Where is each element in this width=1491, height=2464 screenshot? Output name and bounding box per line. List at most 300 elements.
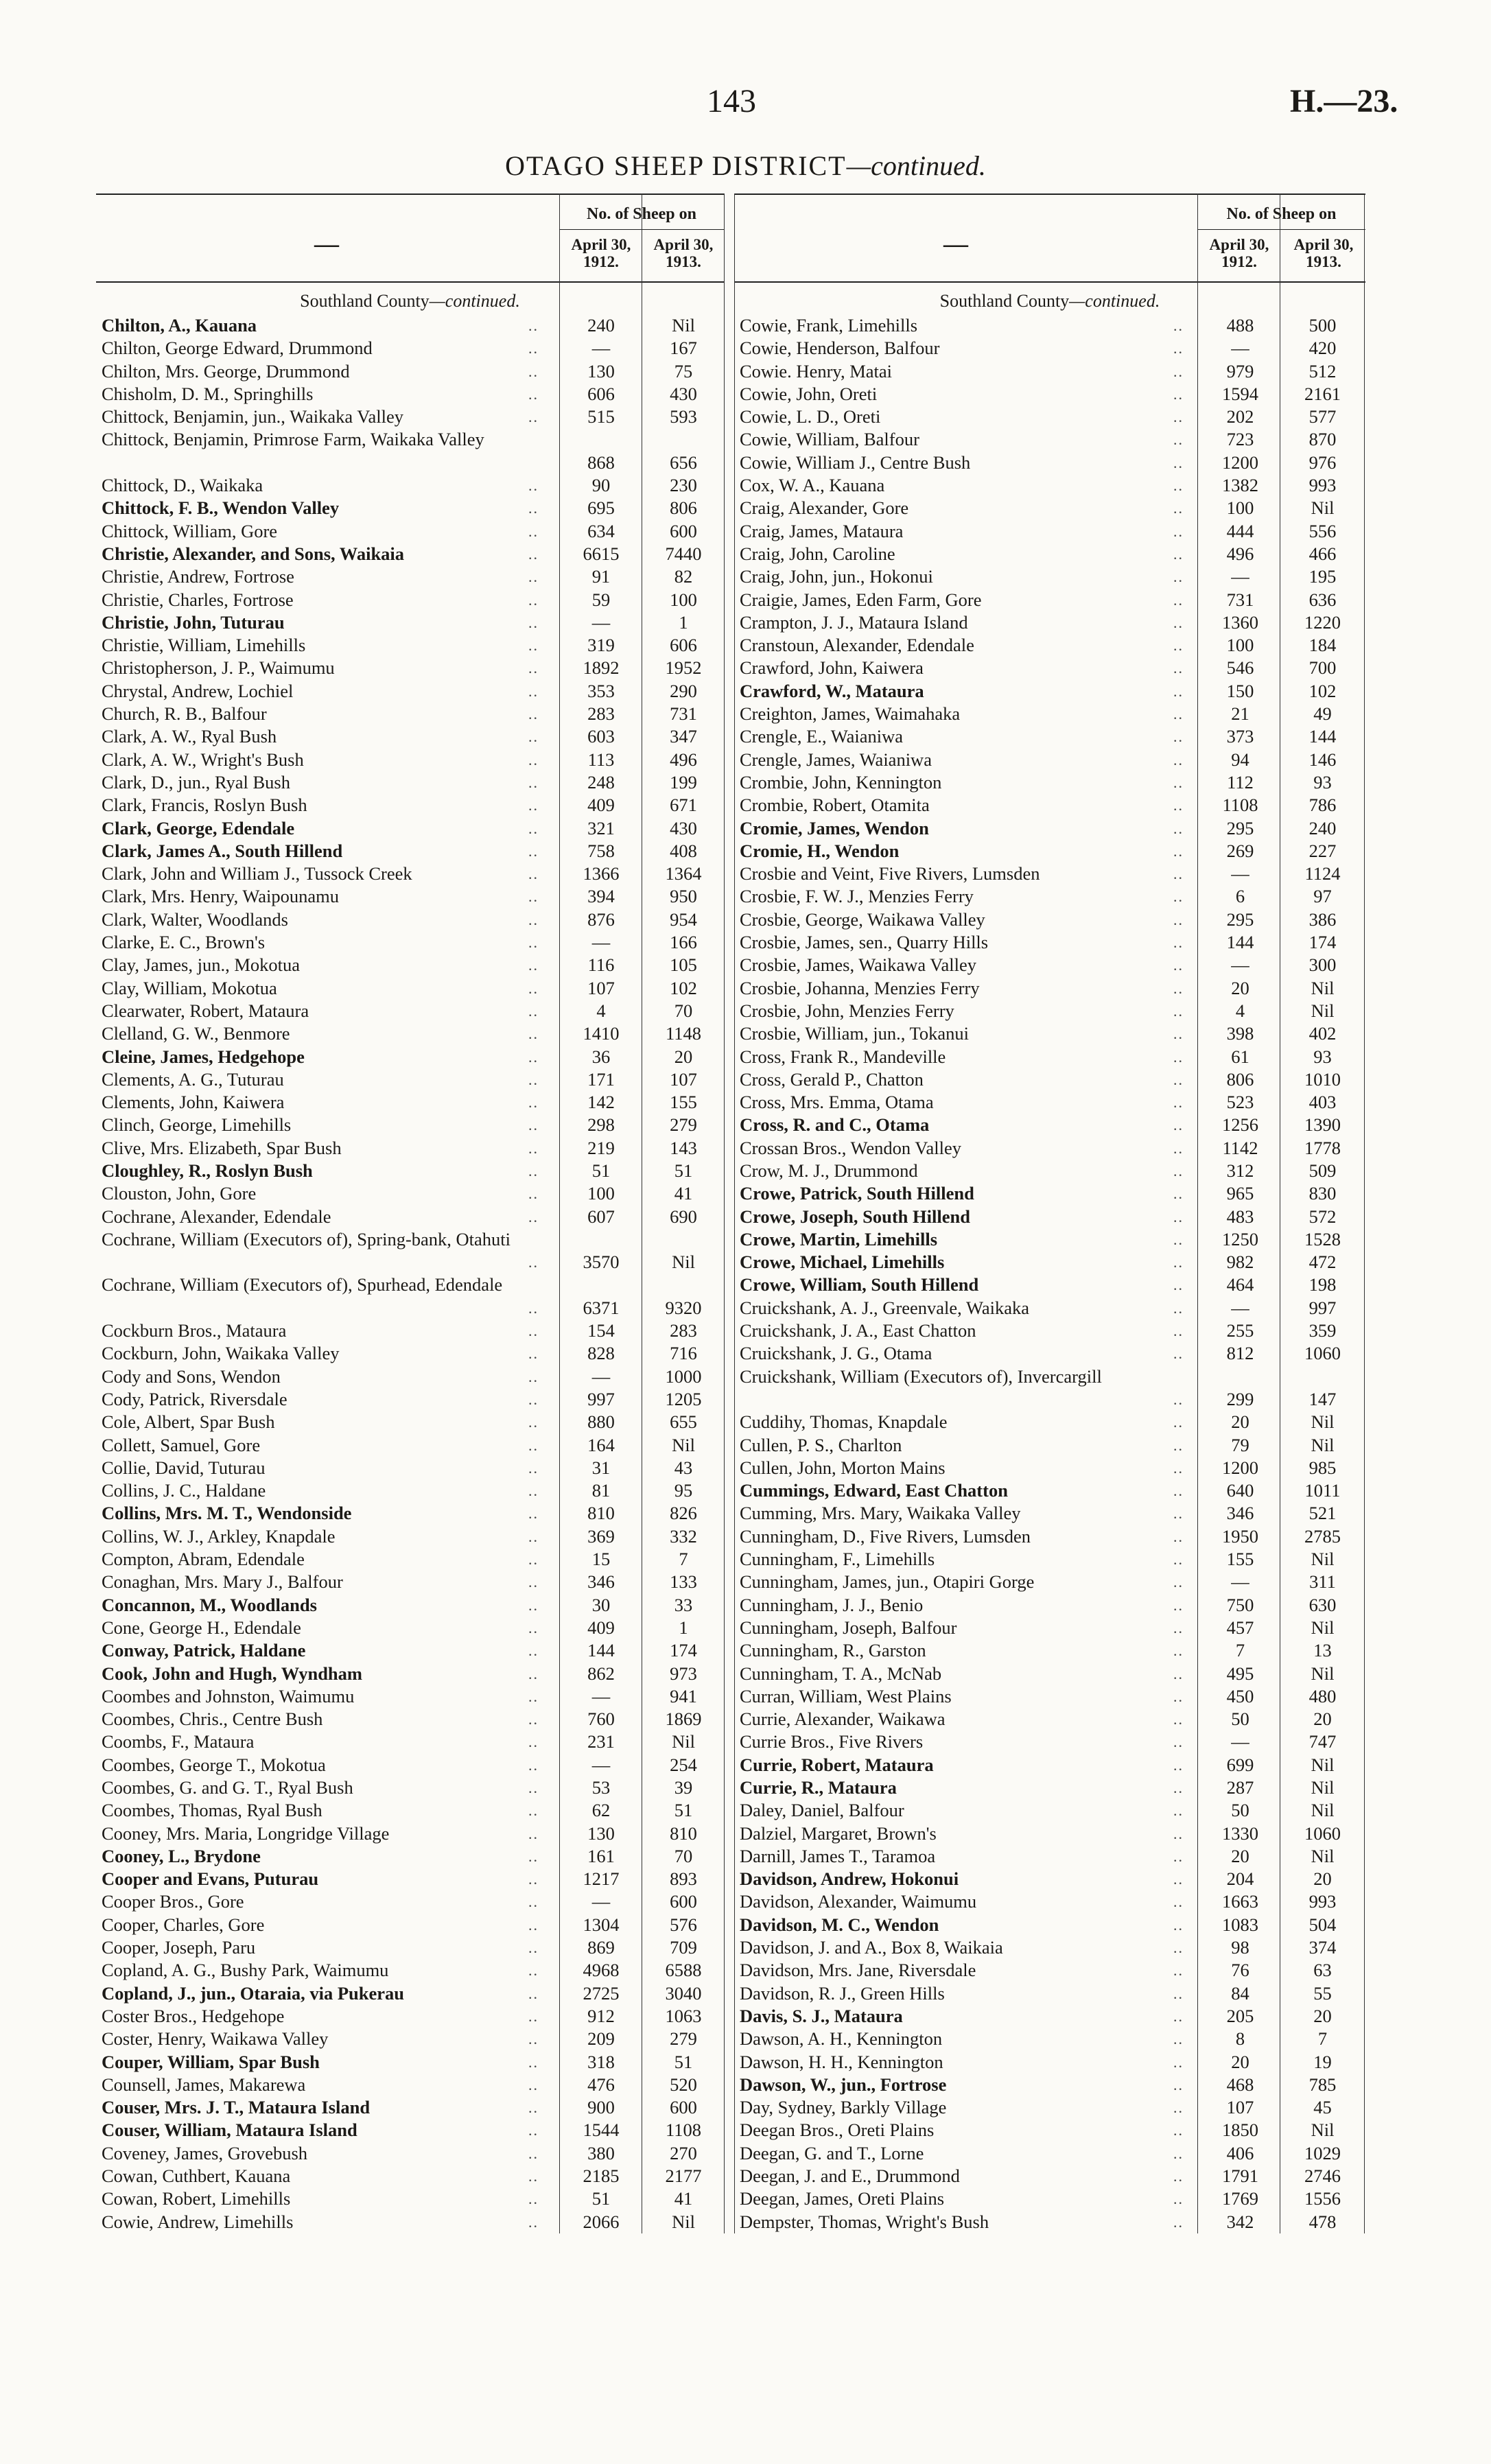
holder-name: Crossan Bros., Wendon Valley (740, 1137, 961, 1158)
table-row (96, 1091, 724, 1114)
sheep-1913: Nil (1311, 1434, 1335, 1455)
sheep-1913: 195 (1308, 566, 1337, 587)
holder-name: Coombes, Chris., Centre Bush (102, 1709, 323, 1730)
holder-name: Counsell, James, Makarewa (102, 2074, 306, 2095)
sheep-1913: 656 (670, 451, 697, 473)
sheep-1913: 347 (670, 726, 697, 747)
table-row (96, 611, 724, 634)
sheep-1913: 230 (670, 475, 697, 496)
table-row (734, 428, 1365, 451)
sheep-1913: 102 (1308, 680, 1337, 701)
sheep-1912: 161 (587, 1845, 615, 1866)
table-row (734, 1434, 1365, 1457)
sheep-1912: 912 (587, 2005, 615, 2026)
leader-dots: .. (528, 613, 539, 631)
holder-name: Craig, John, Caroline (740, 543, 895, 564)
holder-name: Dalziel, Margaret, Brown's (740, 1822, 937, 1844)
table-row (96, 840, 724, 863)
sheep-1913: 1952 (665, 657, 702, 679)
leader-dots: .. (528, 682, 539, 700)
leader-dots: .. (528, 522, 539, 540)
holder-name: Coster, Henry, Waikawa Valley (102, 2028, 329, 2050)
leader-dots: .. (1173, 591, 1184, 609)
sheep-1913: 985 (1308, 1457, 1337, 1478)
table-row (734, 1959, 1365, 1982)
holder-name: Creighton, James, Waimahaka (740, 703, 961, 725)
sheep-1912: 91 (591, 566, 611, 587)
sheep-1913: 1010 (1304, 1068, 1341, 1090)
holder-name: Couser, William, Mataura Island (102, 2120, 357, 2141)
holder-name: Christie, Charles, Fortrose (102, 589, 294, 610)
sheep-1913: 102 (670, 977, 697, 998)
sheep-1913: 1063 (665, 2005, 702, 2026)
table-row (96, 1046, 724, 1068)
holder-name: Cowie, Frank, Limehills (740, 315, 918, 336)
leader-dots: .. (1173, 751, 1184, 768)
sheep-1912: 1410 (583, 1023, 620, 1044)
sheep-1912: 523 (1226, 1092, 1254, 1113)
leader-dots: .. (1173, 1939, 1184, 1957)
sheep-1912: 79 (1231, 1434, 1249, 1455)
sheep-1912: 634 (587, 520, 615, 541)
holder-name: Chilton, Mrs. George, Drummond (102, 360, 350, 382)
table-row (734, 931, 1365, 954)
sheep-1913: Nil (1311, 977, 1335, 998)
sheep-1913: 6588 (665, 1960, 702, 1981)
table-row (96, 1822, 724, 1845)
sheep-1912: 394 (587, 886, 615, 907)
sheep-1912: — (591, 1891, 611, 1912)
leader-dots: .. (528, 1527, 539, 1545)
sheep-1912: 4 (1235, 1000, 1245, 1021)
sheep-1912: 205 (1226, 2005, 1254, 2026)
sheep-1912: 464 (1226, 1274, 1254, 1295)
sheep-1913: 700 (1308, 657, 1337, 679)
table-row (96, 1799, 724, 1822)
leader-dots: .. (528, 1962, 539, 1980)
holder-name: Coombes, Thomas, Ryal Bush (102, 1800, 322, 1821)
holder-name: Davidson, Alexander, Waimumu (740, 1891, 977, 1912)
leader-dots: .. (1173, 2213, 1184, 2231)
table-row (734, 703, 1365, 725)
holder-name: Deegan, J. and E., Drummond (740, 2166, 960, 2187)
table-row (734, 1663, 1365, 1685)
table-row (96, 794, 724, 817)
leader-dots: .. (528, 1208, 539, 1225)
sheep-1913: 593 (670, 406, 697, 427)
table-row (734, 817, 1365, 840)
sheep-1913: 51 (674, 2051, 693, 2072)
sheep-1912: 6371 (583, 1297, 620, 1318)
holder-name: Cruickshank, J. G., Otama (740, 1343, 932, 1364)
sheep-1912: 94 (1231, 749, 1249, 770)
holder-name: Currie, Alexander, Waikawa (740, 1709, 946, 1730)
sheep-1912: 116 (587, 954, 615, 976)
holder-name: Deegan Bros., Oreti Plains (740, 2120, 935, 2141)
holder-name: Clark, A. W., Ryal Bush (102, 726, 277, 747)
sheep-1913: 950 (670, 886, 697, 907)
leader-dots: .. (528, 317, 539, 334)
leader-dots: .. (528, 1162, 539, 1180)
holder-name: Clark, John and William J., Tussock Creek (102, 863, 412, 884)
sheep-1913: 82 (674, 566, 693, 587)
sheep-1912: 1791 (1222, 2166, 1258, 2187)
holder-name: Conaghan, Mrs. Mary J., Balfour (102, 1571, 343, 1593)
table-row (96, 817, 724, 840)
sheep-1913: 167 (670, 338, 697, 359)
sheep-1913: 600 (670, 2097, 697, 2118)
sheep-1913: 731 (670, 703, 697, 725)
table-row (96, 749, 724, 771)
holder-name: Cooper Bros., Gore (102, 1891, 244, 1912)
leader-dots: .. (1173, 1094, 1184, 1112)
holder-name: Cody, Patrick, Riversdale (102, 1388, 287, 1409)
holder-name: Clark, James A., South Hillend (102, 840, 343, 861)
sheep-1912: — (591, 1685, 611, 1706)
table-row (96, 1571, 724, 1593)
leader-dots: .. (528, 728, 539, 746)
holder-name: Crawford, W., Mataura (740, 680, 924, 701)
table-row (734, 520, 1365, 543)
holder-name: Christie, Alexander, and Sons, Waikaia (102, 543, 405, 564)
leader-dots: .. (528, 888, 539, 906)
sheep-1913: 374 (1308, 1937, 1337, 1958)
leader-dots: .. (528, 1094, 539, 1112)
leader-dots: .. (1173, 500, 1184, 517)
page-title (0, 150, 1491, 182)
sheep-1912: 1850 (1222, 2120, 1258, 2141)
sheep-1912: 76 (1231, 1960, 1249, 1981)
table-row (734, 749, 1365, 771)
sheep-1913: 75 (674, 360, 693, 382)
sheep-1913: 311 (1309, 1571, 1336, 1593)
sheep-1913: 20 (1313, 1868, 1332, 1890)
sheep-1912: 8 (1235, 2028, 1245, 2050)
sheep-1913: 279 (670, 1114, 697, 1136)
sheep-1913: 1 (679, 611, 688, 633)
leader-dots: .. (1173, 1139, 1184, 1157)
holder-name: Cross, R. and C., Otama (740, 1114, 930, 1136)
table-row (734, 1137, 1365, 1160)
holder-name: Cochrane, Alexander, Edendale (102, 1206, 331, 1227)
sheep-1913: 478 (1308, 2211, 1337, 2232)
sheep-1913: 20 (1313, 2005, 1332, 2026)
sheep-1912: 219 (587, 1137, 615, 1158)
table-row (96, 2051, 724, 2074)
sheep-1913: 155 (670, 1092, 697, 1113)
holder-name: Crosbie, James, sen., Quarry Hills (740, 932, 989, 953)
table-row (734, 543, 1365, 565)
sheep-1912: 20 (1231, 1845, 1249, 1866)
sheep-1913: 7 (679, 1549, 688, 1570)
sheep-1912: 1304 (583, 1914, 620, 1935)
sheep-1912: 81 (591, 1480, 611, 1501)
leader-dots: .. (1173, 888, 1184, 906)
leader-dots: .. (528, 1984, 539, 2002)
sheep-1913: 572 (1308, 1206, 1337, 1227)
table-row (734, 1708, 1365, 1730)
table-row (734, 360, 1365, 383)
table-row (734, 885, 1365, 908)
leader-dots: .. (1173, 1299, 1184, 1317)
sheep-1912: 900 (587, 2097, 615, 2118)
holder-name: Clelland, G. W., Benmore (102, 1023, 290, 1044)
table-row (96, 1206, 724, 1228)
sheep-1912: 862 (587, 1663, 615, 1684)
leader-dots: .. (1173, 1665, 1184, 1682)
sheep-1912: 7 (1235, 1640, 1245, 1661)
leader-dots: .. (528, 568, 539, 586)
leader-dots: .. (528, 2122, 539, 2139)
leader-dots: .. (528, 500, 539, 517)
table-row (734, 383, 1365, 406)
table-row (734, 1457, 1365, 1479)
table-row (96, 406, 724, 428)
sheep-1912: 142 (587, 1092, 615, 1113)
leader-dots: .. (1173, 865, 1184, 883)
holder-name: Clements, John, Kaiwera (102, 1092, 285, 1113)
table-row (96, 1137, 724, 1160)
sheep-1912: 997 (587, 1388, 615, 1409)
sheep-1912: 144 (587, 1640, 615, 1661)
leader-dots: .. (1173, 545, 1184, 563)
sheep-1912: 1108 (1222, 795, 1258, 816)
sheep-1912: 806 (1226, 1068, 1254, 1090)
sheep-1912: 457 (1226, 1617, 1254, 1638)
leader-dots: .. (528, 1802, 539, 1820)
sheep-1912: 607 (587, 1206, 615, 1227)
holder-name: Cockburn Bros., Mataura (102, 1320, 287, 1341)
leader-dots: .. (528, 2168, 539, 2185)
sheep-1913: 100 (670, 589, 697, 610)
leader-dots: .. (528, 2099, 539, 2117)
sheep-1912: 319 (587, 635, 615, 656)
leader-dots: .. (528, 1847, 539, 1865)
table-row (96, 1959, 724, 1982)
leader-dots: .. (528, 1505, 539, 1523)
sheep-1912: 812 (1226, 1343, 1254, 1364)
holder-name: Clark, D., jun., Ryal Bush (102, 771, 290, 793)
holder-name: Church, R. B., Balfour (102, 703, 267, 725)
leader-dots: .. (528, 1939, 539, 1957)
sheep-1912: 406 (1226, 2142, 1254, 2163)
leader-dots: .. (1173, 1733, 1184, 1751)
leader-dots: .. (1173, 1162, 1184, 1180)
sheep-1913: Nil (1311, 1800, 1335, 1821)
holder-name: Cook, John and Hugh, Wyndham (102, 1663, 362, 1684)
sheep-1912: 6615 (583, 543, 620, 564)
sheep-1913: 747 (1308, 1731, 1337, 1752)
holder-name: Clarke, E. C., Brown's (102, 932, 266, 953)
table-row (734, 1845, 1365, 1868)
leader-dots: .. (1173, 1345, 1184, 1363)
table-row (96, 1845, 724, 1868)
table-row (734, 954, 1365, 976)
table-row (734, 1319, 1365, 1342)
holder-name: Cone, George H., Edendale (102, 1617, 301, 1638)
sheep-1912: 346 (587, 1571, 615, 1593)
sheep-1913: 359 (1308, 1320, 1337, 1341)
sheep-1913: 174 (670, 1640, 697, 1661)
holder-name: Cruickshank, A. J., Greenvale, Waikaka (740, 1297, 1029, 1318)
sheep-1913: 472 (1308, 1252, 1337, 1273)
sheep-1913: 2785 (1304, 1525, 1341, 1547)
leader-dots: .. (1173, 1551, 1184, 1569)
sheep-1912: 488 (1226, 315, 1254, 336)
leader-dots: .. (528, 2190, 539, 2208)
sheep-1912: 868 (587, 451, 615, 473)
leader-dots: .. (1173, 659, 1184, 677)
table-row (734, 2142, 1365, 2165)
sheep-1913: Nil (1311, 1000, 1335, 1021)
sheep-1912: 53 (591, 1777, 611, 1798)
table-row (734, 2119, 1365, 2142)
holder-name: Chrystal, Andrew, Lochiel (102, 680, 294, 701)
sheep-1912: 36 (591, 1046, 611, 1067)
table-row (734, 1776, 1365, 1799)
leader-dots: .. (1173, 842, 1184, 860)
leader-dots: .. (1173, 1596, 1184, 1614)
table-row (734, 2074, 1365, 2096)
leader-dots: .. (1173, 1802, 1184, 1820)
leader-dots: .. (528, 1185, 539, 1203)
leader-dots: .. (528, 773, 539, 791)
sheep-1913: 166 (670, 932, 697, 953)
leader-dots: .. (1173, 1254, 1184, 1271)
sheep-1912: 699 (1226, 1754, 1254, 1775)
leader-dots: .. (528, 957, 539, 974)
sheep-1912: 1382 (1222, 475, 1258, 496)
county-name: Southland County (300, 291, 430, 311)
sheep-1913: Nil (672, 1731, 695, 1752)
sheep-1913: 480 (1308, 1685, 1337, 1706)
table-row (734, 1182, 1365, 1205)
sheep-1912: — (1231, 338, 1249, 359)
sheep-1913: 976 (1308, 451, 1337, 473)
page-number: 143 (707, 83, 756, 119)
sheep-1912: 61 (1231, 1046, 1249, 1067)
sheep-1913: 606 (670, 635, 697, 656)
sheep-1913: 577 (1308, 406, 1337, 427)
leader-dots: .. (1173, 1048, 1184, 1066)
column-rule (734, 193, 735, 2233)
table-row (734, 1342, 1365, 1365)
sheep-1913: 70 (674, 1845, 693, 1866)
holder-name: Cox, W. A., Kauana (740, 475, 885, 496)
table-row (734, 2096, 1365, 2119)
holder-name: Deegan, G. and T., Lorne (740, 2142, 924, 2163)
sheep-1913: 254 (670, 1754, 697, 1775)
sheep-1913: 45 (1313, 2097, 1332, 2118)
holder-name: Cockburn, John, Waikaka Valley (102, 1343, 340, 1364)
sheep-1913: 826 (670, 1503, 697, 1524)
sheep-1913: 33 (674, 1594, 693, 1615)
table-row (96, 2211, 724, 2233)
sheep-1912: 496 (1226, 543, 1254, 564)
leader-dots: .. (528, 591, 539, 609)
holder-name: Cunningham, D., Five Rivers, Lumsden (740, 1525, 1031, 1547)
sheep-1912: 30 (591, 1594, 611, 1615)
sheep-1912: — (1231, 566, 1249, 587)
sheep-1912: 409 (587, 795, 615, 816)
table-row (96, 771, 724, 794)
table-row (96, 1411, 724, 1433)
sheep-1912: 100 (1226, 635, 1254, 656)
leader-dots: .. (1173, 979, 1184, 997)
sheep-1912: — (1231, 863, 1249, 884)
table-row (734, 565, 1365, 588)
county-heading (734, 283, 1365, 314)
leader-dots: .. (1173, 1984, 1184, 2002)
table-row (96, 908, 724, 931)
table-row (734, 1548, 1365, 1571)
sheep-1912: 1366 (583, 863, 620, 884)
table-row (96, 1479, 724, 1502)
sheep-1912: 100 (587, 1183, 615, 1204)
no-of-sheep-heading: No. of Sheep on (1197, 199, 1365, 230)
sheep-1912: 695 (587, 497, 615, 519)
sheep-1912: 468 (1226, 2074, 1254, 2095)
title-suffix: —continued. (846, 150, 986, 181)
holder-name: Concannon, M., Woodlands (102, 1594, 317, 1615)
holder-name: Clark, George, Edendale (102, 817, 295, 838)
sheep-1912: 409 (587, 1617, 615, 1638)
sheep-1912: 1250 (1222, 1228, 1258, 1249)
sheep-1913: 993 (1308, 475, 1337, 496)
sheep-1912: 2066 (583, 2211, 620, 2232)
holder-name: Crowe, William, South Hillend (740, 1274, 979, 1295)
leader-dots: .. (528, 1254, 539, 1271)
sheep-1912: 171 (587, 1068, 615, 1090)
sheep-1913: 954 (670, 908, 697, 930)
sheep-1913: 1 (679, 1617, 688, 1638)
leader-dots: .. (528, 2030, 539, 2048)
holder-name: Cruickshank, William (Executors of), Invercargill (740, 1365, 1102, 1387)
holder-name: Clark, Walter, Woodlands (102, 908, 288, 930)
leader-dots: .. (528, 2144, 539, 2162)
table-row (96, 1434, 724, 1457)
holder-name: Chittock, F. B., Wendon Valley (102, 497, 340, 519)
holder-name: Davidson, Mrs. Jane, Riversdale (740, 1960, 976, 1981)
table-row (734, 1730, 1365, 1753)
leader-dots: .. (1173, 1459, 1184, 1477)
leader-dots: .. (1173, 1413, 1184, 1431)
sheep-1912: 130 (587, 1822, 615, 1844)
leader-dots: .. (1173, 957, 1184, 974)
holder-name: Clark, Francis, Roslyn Bush (102, 795, 307, 816)
table-row (96, 360, 724, 383)
sheep-1912: 476 (587, 2074, 615, 2095)
table-row (734, 1114, 1365, 1136)
holder-name: Dawson, A. H., Kennington (740, 2028, 943, 2050)
holder-name: Cross, Gerald P., Chatton (740, 1068, 924, 1090)
table-row (96, 314, 724, 337)
sheep-1913: 709 (670, 1937, 697, 1958)
holder-name: Davidson, J. and A., Box 8, Waikaia (740, 1937, 1003, 1958)
sheep-1913: 20 (674, 1046, 693, 1067)
table-row (96, 931, 724, 954)
sheep-1913: 51 (674, 1800, 693, 1821)
sheep-1913: 332 (670, 1525, 697, 1547)
sheep-1912: 287 (1226, 1777, 1254, 1798)
holder-name: Cowie, Andrew, Limehills (102, 2211, 294, 2232)
column-rule (559, 193, 560, 2233)
table-row (734, 1617, 1365, 1639)
table-row (734, 1754, 1365, 1776)
holder-name: Cummings, Edward, East Chatton (740, 1480, 1008, 1501)
holder-name: Cowie, Henderson, Balfour (740, 338, 940, 359)
sheep-1913: 144 (1308, 726, 1337, 747)
